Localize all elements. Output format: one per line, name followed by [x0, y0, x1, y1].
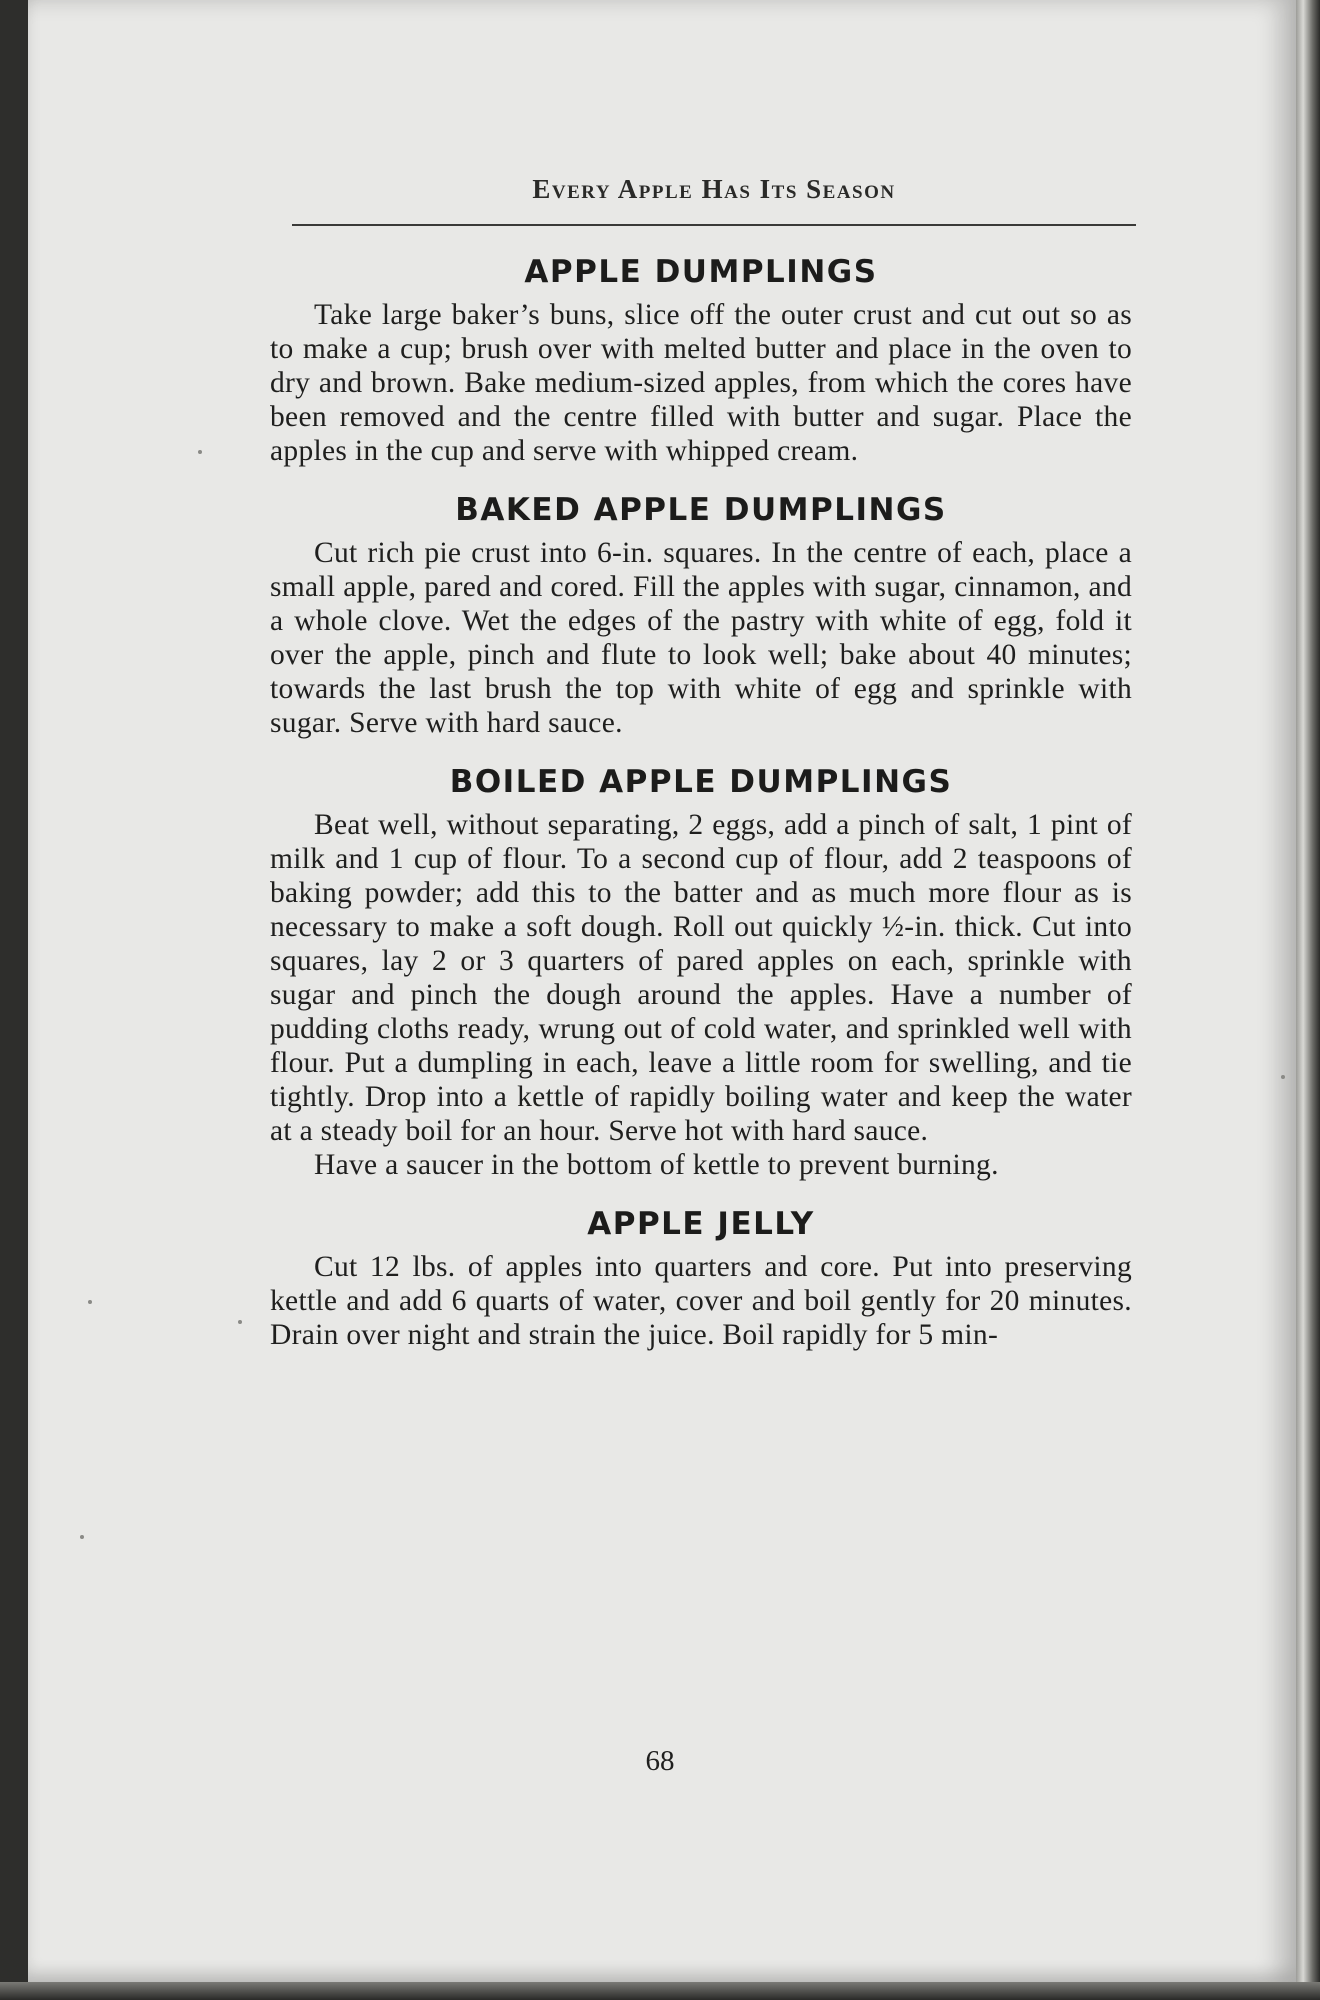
page-number: 68 — [645, 1745, 675, 1777]
recipe-boiled-apple-dumplings — [270, 764, 1132, 1182]
recipe-apple-jelly — [270, 1206, 1132, 1352]
paper-speck — [238, 1320, 242, 1324]
paper-speck — [1281, 1075, 1285, 1079]
paper-speck — [88, 1300, 92, 1304]
recipe-title: BAKED APPLE DUMPLINGS — [455, 492, 947, 528]
recipe-paragraph: Beat well, without separating, 2 eggs, add a pinch of salt, 1 pint of milk and 1 cup of flour. To a second cup of flour, add 2 teaspoons of baking powder; add this to the batter and as much more flour as is necessary to make a soft dough. Roll out quickly ½-in. thick. Cut into squares, lay 2 or 3 quarters of pared apples on each, sprinkle with sugar and pinch the dough around the apples. Have a number of pudding cloths ready, wrung out of cold water, and sprinkled well with flour. Put a dumpling in each, leave a little room for swelling, and tie tightly. Drop into a kettle of rapidly boiling water and keep the water at a steady boil for an hour. Serve hot with hard sauce. — [270, 809, 1132, 1147]
recipe-paragraph: Cut 12 lbs. of apples into quarters and core. Put into preserving kettle and add 6 quarts of water, cover and boil gently for 20 minutes. Drain over night and strain the juice. Boil rapidly for 5 min- — [270, 1251, 1132, 1351]
running-head: Every Apple Has Its Season — [532, 174, 896, 204]
recipe-title: APPLE JELLY — [587, 1206, 815, 1242]
recipe-baked-apple-dumplings — [270, 492, 1132, 740]
paper-speck — [80, 1535, 84, 1539]
recipe-paragraph: Cut rich pie crust into 6-in. squares. In the centre of each, place a small apple, pared and cored. Fill the apples with sugar, cinnamon, and a whole clove. Wet the edges of the pastry with white of egg, fold it over the apple, pinch and flute to look well; bake about 40 minutes; towards the last brush the top with white of egg and sprinkle with sugar. Serve with hard sauce. — [270, 537, 1132, 739]
recipe-apple-dumplings — [270, 254, 1132, 468]
page-content — [270, 254, 1132, 1376]
paper-speck — [198, 450, 202, 454]
bottom-edge — [0, 1982, 1320, 2000]
recipe-paragraph: Have a saucer in the bottom of kettle to prevent burning. — [314, 1149, 999, 1181]
page-edge — [1296, 0, 1320, 2000]
header-rule — [292, 224, 1136, 226]
recipe-paragraph: Take large baker’s buns, slice off the outer crust and cut out so as to make a cup; brush over with melted butter and place in the oven to dry and brown. Bake medium-sized apples, from which the cores have been removed and the centre filled with butter and sugar. Place the apples in the cup and serve with whipped cream. — [270, 299, 1132, 467]
recipe-title: BOILED APPLE DUMPLINGS — [449, 764, 953, 800]
recipe-title: APPLE DUMPLINGS — [524, 254, 878, 290]
